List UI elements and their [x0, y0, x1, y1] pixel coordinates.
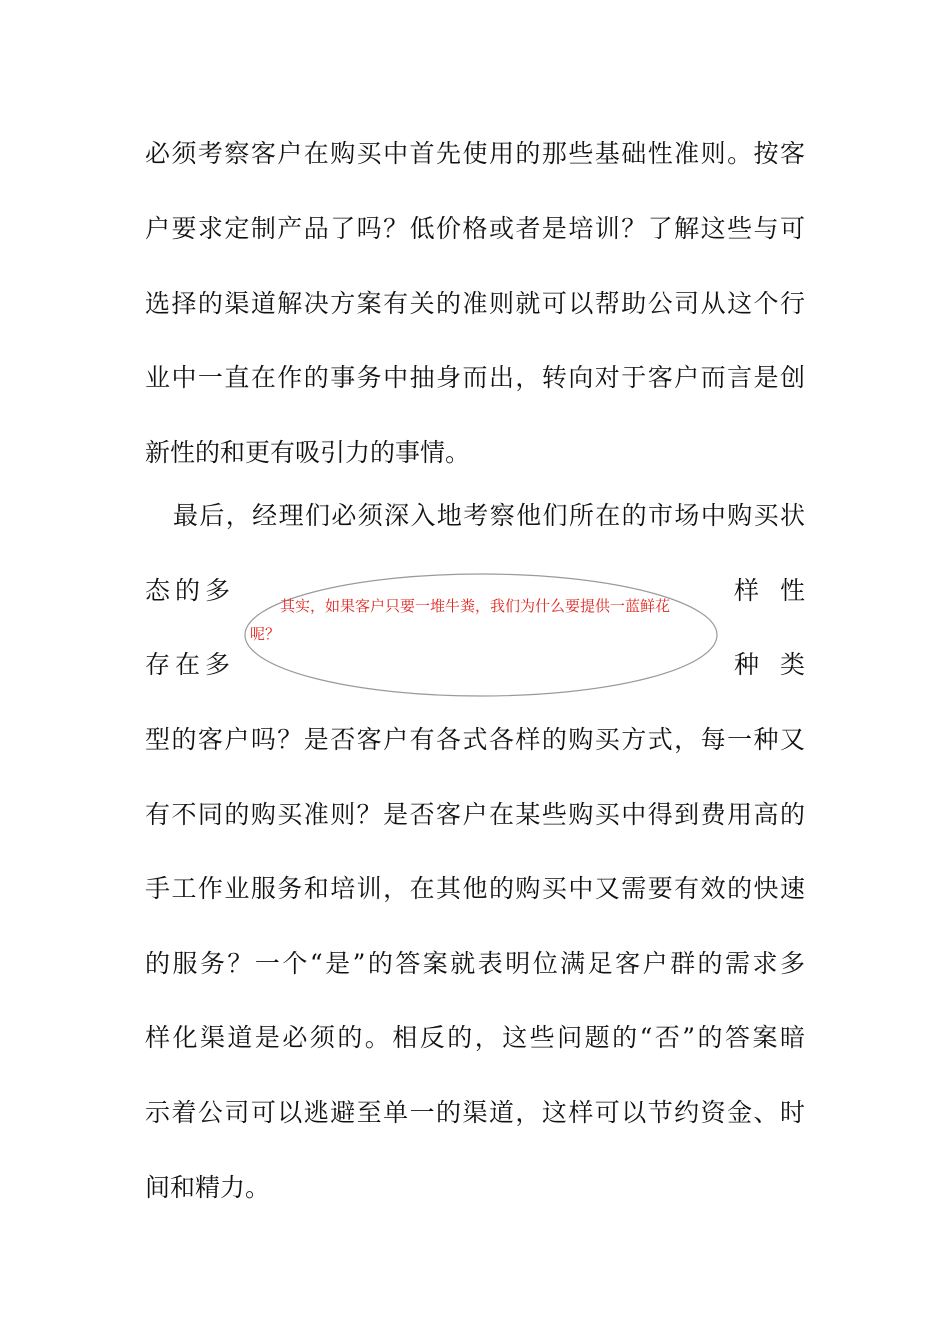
paragraph-2-line-8: 样化渠道是必须的。相反的，这些问题的“否”的答案暗	[145, 1023, 805, 1052]
paragraph-2-line-7: 的服务？一个“是”的答案就表明位满足客户群的需求多	[145, 949, 805, 978]
paragraph-2-line-4: 型的客户吗？是否客户有各式各样的购买方式，每一种又	[145, 725, 805, 754]
paragraph-2-line-2-left: 态的多	[145, 576, 230, 605]
paragraph-1-line-3: 选择的渠道解决方案有关的准则就可以帮助公司从这个行	[145, 289, 805, 318]
paragraph-1-line-2: 户要求定制产品了吗？低价格或者是培训？了解这些与可	[145, 214, 805, 243]
paragraph-2-line-3-right: 种类	[734, 650, 805, 679]
paragraph-1-line-4: 业中一直在作的事务中抽身而出，转向对于客户而言是创	[145, 363, 805, 392]
paragraph-2-line-9: 示着公司可以逃避至单一的渠道，这样可以节约资金、时	[145, 1098, 805, 1127]
paragraph-2-line-6: 手工作业服务和培训，在其他的购买中又需要有效的快速	[145, 874, 805, 903]
paragraph-2-line-1: 最后，经理们必须深入地考察他们所在的市场中购买状	[173, 501, 805, 530]
paragraph-2-line-5: 有不同的购买准则？是否客户在某些购买中得到费用高的	[145, 800, 805, 829]
paragraph-2-line-10: 间和精力。	[145, 1173, 271, 1202]
paragraph-2-line-3-left: 存在多	[145, 650, 230, 679]
annotation-callout	[243, 572, 719, 698]
paragraph-1-line-1: 必须考察客户在购买中首先使用的那些基础性准则。按客	[145, 139, 805, 168]
paragraph-2-line-2-right: 样性	[734, 576, 805, 605]
paragraph-1-line-5: 新性的和更有吸引力的事情。	[145, 438, 471, 467]
annotation-text: 其实，如果客户只要一堆牛粪，我们为什么要提供一蓝鲜花呢？	[250, 597, 671, 643]
